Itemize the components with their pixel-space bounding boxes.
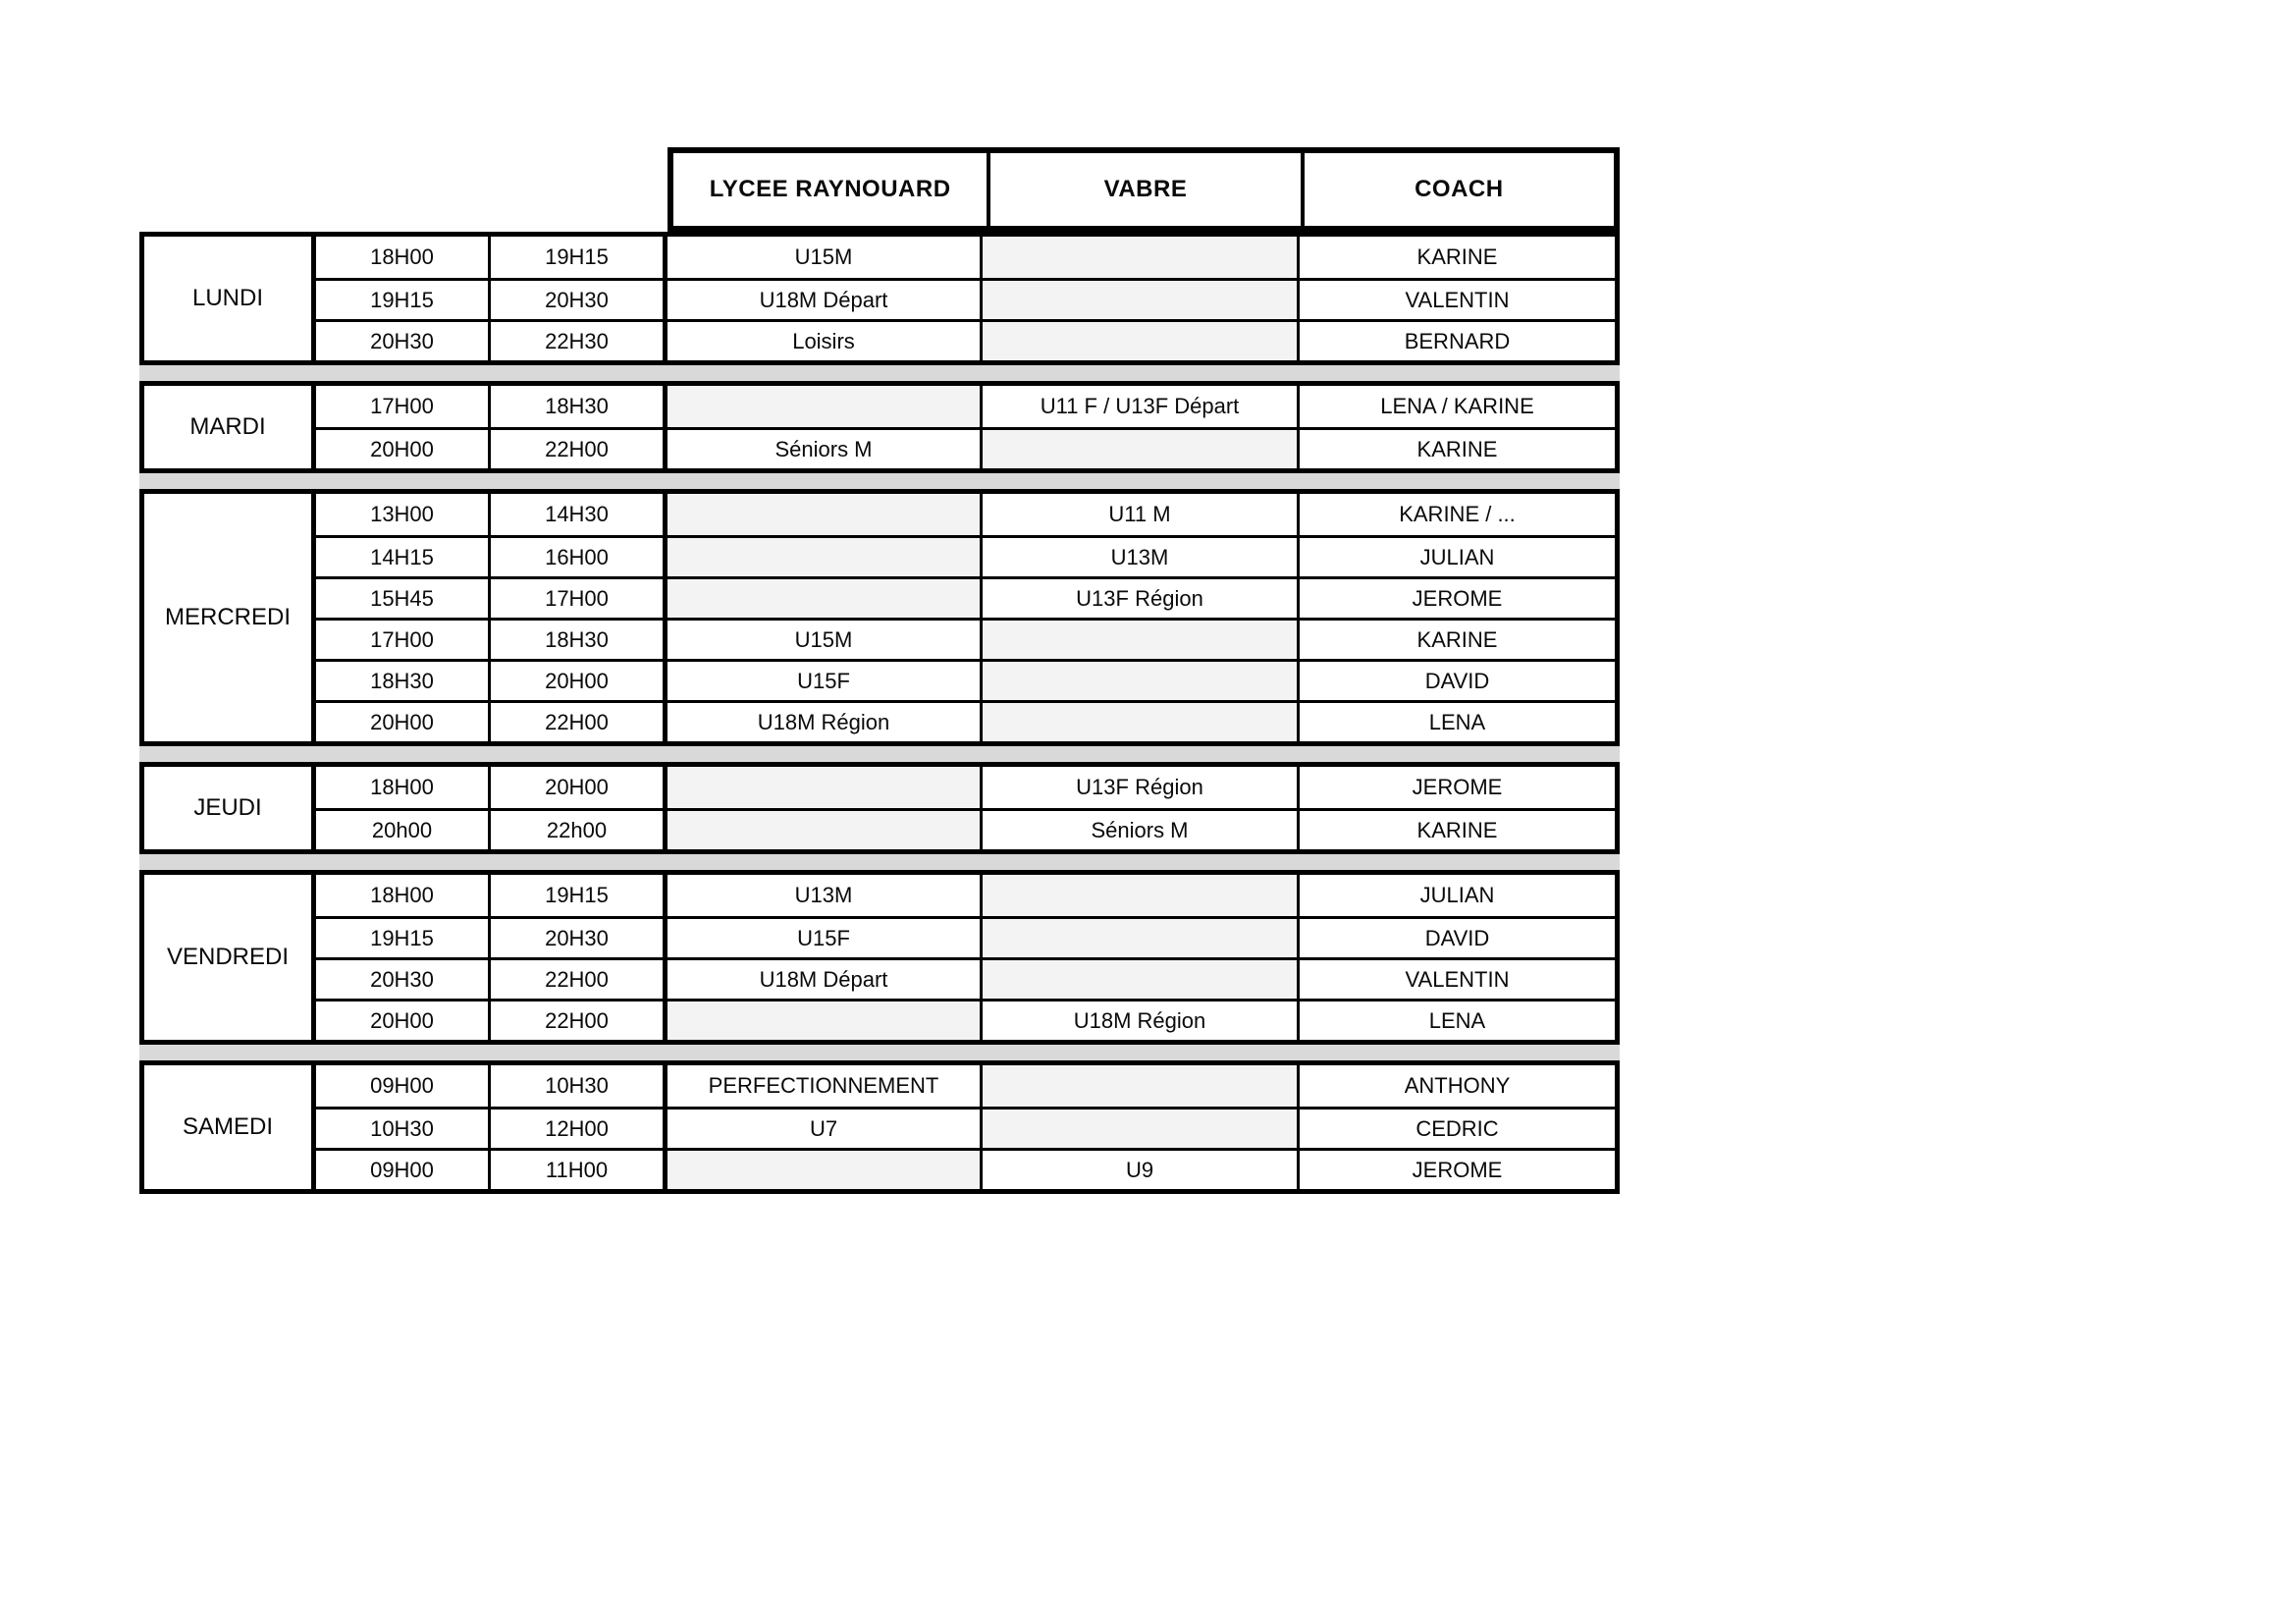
vabre-cell <box>980 618 1297 659</box>
lycee-cell <box>663 767 980 808</box>
vabre-cell <box>980 916 1297 957</box>
lycee-cell <box>663 999 980 1040</box>
vabre-cell: U18M Région <box>980 999 1297 1040</box>
coach-cell: KARINE <box>1297 618 1615 659</box>
lycee-cell: Loisirs <box>663 319 980 360</box>
vabre-cell <box>980 1107 1297 1148</box>
coach-cell: DAVID <box>1297 659 1615 700</box>
coach-cell: JEROME <box>1297 576 1615 618</box>
time-end-cell: 19H15 <box>488 237 663 278</box>
coach-cell: VALENTIN <box>1297 278 1615 319</box>
day-block-lundi <box>139 232 1620 365</box>
block-separator <box>139 365 1620 381</box>
block-separator <box>139 746 1620 762</box>
table-header <box>667 147 1620 232</box>
day-block-mercredi <box>139 489 1620 746</box>
coach-cell: JULIAN <box>1297 875 1615 916</box>
vabre-cell: U11 M <box>980 494 1297 535</box>
coach-cell: KARINE <box>1297 808 1615 849</box>
day-label: JEUDI <box>144 767 316 849</box>
lycee-cell <box>663 1148 980 1189</box>
coach-cell: KARINE <box>1297 427 1615 468</box>
lycee-cell: Séniors M <box>663 427 980 468</box>
time-end-cell: 22h00 <box>488 808 663 849</box>
day-label: MERCREDI <box>144 494 316 741</box>
time-start-cell: 09H00 <box>370 1073 434 1098</box>
vabre-cell <box>980 278 1297 319</box>
time-end-cell: 22H30 <box>488 319 663 360</box>
time-end-cell: 22H00 <box>488 427 663 468</box>
lycee-cell: U7 <box>663 1107 980 1148</box>
block-separator <box>139 473 1620 489</box>
time-start-cell: 18H00 <box>370 883 434 907</box>
vabre-cell <box>980 427 1297 468</box>
time-start-cell: 20H00 <box>316 427 488 468</box>
day-label: MARDI <box>144 386 316 468</box>
vabre-cell <box>980 237 1297 278</box>
lycee-cell: U15M <box>663 618 980 659</box>
header-vabre: VABRE <box>987 153 1300 226</box>
coach-cell: LENA <box>1297 700 1615 741</box>
time-start-cell: 17H00 <box>370 394 434 418</box>
time-end-cell: 18H30 <box>488 386 663 427</box>
lycee-cell: U15F <box>663 916 980 957</box>
time-end-cell: 14H30 <box>488 494 663 535</box>
day-block-mardi <box>139 381 1620 473</box>
lycee-cell: U18M Région <box>663 700 980 741</box>
vabre-cell <box>980 957 1297 999</box>
time-start-cell: 20h00 <box>316 808 488 849</box>
vabre-cell: U11 F / U13F Départ <box>980 386 1297 427</box>
lycee-cell: U13M <box>663 875 980 916</box>
time-start-cell: 19H15 <box>316 916 488 957</box>
lycee-cell: PERFECTIONNEMENT <box>663 1065 980 1107</box>
time-start-cell: 20H30 <box>316 319 488 360</box>
coach-cell: CEDRIC <box>1297 1107 1615 1148</box>
lycee-cell <box>663 808 980 849</box>
coach-cell: JULIAN <box>1297 535 1615 576</box>
time-end-cell: 22H00 <box>488 999 663 1040</box>
day-label: VENDREDI <box>144 875 316 1040</box>
time-start-cell: 20H30 <box>316 957 488 999</box>
coach-cell: LENA <box>1297 999 1615 1040</box>
coach-cell: JEROME <box>1297 767 1615 808</box>
time-end-cell: 20H00 <box>488 659 663 700</box>
time-start-cell: 15H45 <box>316 576 488 618</box>
coach-cell: BERNARD <box>1297 319 1615 360</box>
vabre-cell: Séniors M <box>980 808 1297 849</box>
time-start-cell: 18H00 <box>370 244 434 269</box>
header-coach: COACH <box>1301 153 1614 226</box>
coach-cell: ANTHONY <box>1297 1065 1615 1107</box>
day-label: SAMEDI <box>144 1065 316 1189</box>
time-end-cell: 17H00 <box>488 576 663 618</box>
time-end-cell: 16H00 <box>488 535 663 576</box>
time-end-cell: 10H30 <box>488 1065 663 1107</box>
day-label: LUNDI <box>144 237 316 360</box>
time-start-cell: 10H30 <box>316 1107 488 1148</box>
coach-cell: LENA / KARINE <box>1297 386 1615 427</box>
vabre-cell <box>980 659 1297 700</box>
vabre-cell <box>980 1065 1297 1107</box>
time-start-cell: 20H00 <box>316 999 488 1040</box>
time-start-cell: 18H30 <box>316 659 488 700</box>
header-lycee-raynouard: LYCEE RAYNOUARD <box>709 176 951 202</box>
time-end-cell: 19H15 <box>488 875 663 916</box>
day-block-jeudi <box>139 762 1620 854</box>
training-schedule-table <box>139 147 1620 1194</box>
day-block-samedi <box>139 1060 1620 1194</box>
vabre-cell <box>980 700 1297 741</box>
vabre-cell: U9 <box>980 1148 1297 1189</box>
lycee-cell <box>663 535 980 576</box>
lycee-cell: U15M <box>663 237 980 278</box>
vabre-cell: U13F Région <box>980 576 1297 618</box>
lycee-cell: U18M Départ <box>663 278 980 319</box>
time-start-cell: 14H15 <box>316 535 488 576</box>
time-start-cell: 13H00 <box>370 502 434 526</box>
time-start-cell: 20H00 <box>316 700 488 741</box>
time-end-cell: 20H00 <box>488 767 663 808</box>
lycee-cell <box>663 576 980 618</box>
time-end-cell: 11H00 <box>488 1148 663 1189</box>
lycee-cell <box>663 386 980 427</box>
vabre-cell: U13M <box>980 535 1297 576</box>
coach-cell: DAVID <box>1297 916 1615 957</box>
coach-cell: KARINE / ... <box>1297 494 1615 535</box>
time-end-cell: 22H00 <box>488 957 663 999</box>
vabre-cell: U13F Région <box>980 767 1297 808</box>
block-separator <box>139 1045 1620 1060</box>
coach-cell: KARINE <box>1297 237 1615 278</box>
time-end-cell: 20H30 <box>488 278 663 319</box>
lycee-cell: U18M Départ <box>663 957 980 999</box>
vabre-cell <box>980 875 1297 916</box>
time-end-cell: 18H30 <box>488 618 663 659</box>
coach-cell: JEROME <box>1297 1148 1615 1189</box>
lycee-cell <box>663 494 980 535</box>
lycee-cell: U15F <box>663 659 980 700</box>
time-start-cell: 19H15 <box>316 278 488 319</box>
time-start-cell: 09H00 <box>316 1148 488 1189</box>
time-end-cell: 20H30 <box>488 916 663 957</box>
time-end-cell: 22H00 <box>488 700 663 741</box>
day-block-vendredi <box>139 870 1620 1045</box>
time-start-cell: 17H00 <box>316 618 488 659</box>
coach-cell: VALENTIN <box>1297 957 1615 999</box>
vabre-cell <box>980 319 1297 360</box>
time-start-cell: 18H00 <box>370 775 434 799</box>
block-separator <box>139 854 1620 870</box>
time-end-cell: 12H00 <box>488 1107 663 1148</box>
